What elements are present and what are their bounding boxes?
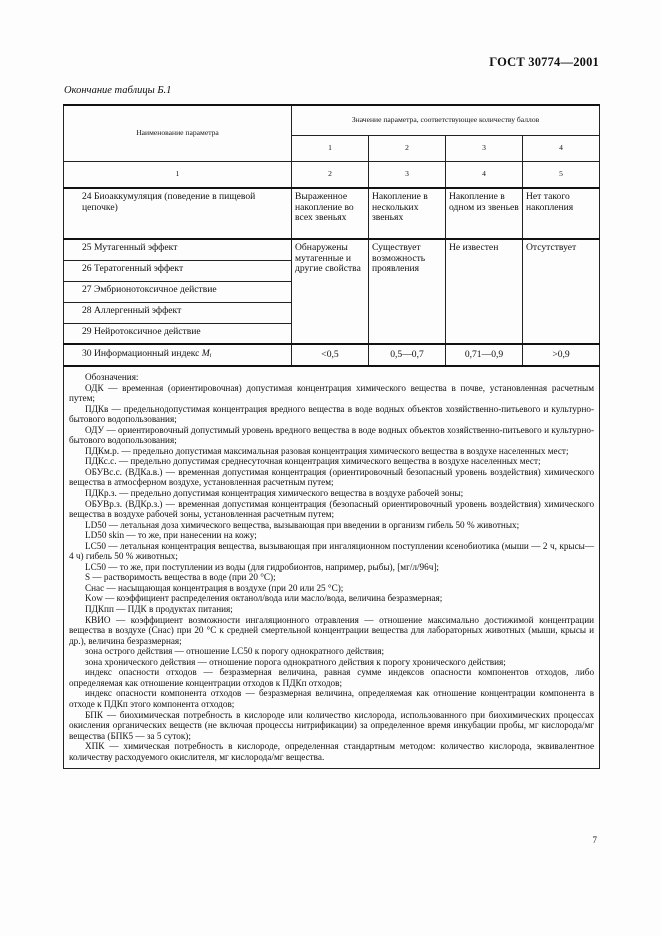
parameters-table (63, 104, 600, 769)
note-item: индекс опасности компонента отходов — безразмерная величина, определяемая как отношение концентрации компонента в отходе к ПДКп этого компонента отходов; (69, 688, 595, 709)
column-number: 3 (369, 161, 446, 188)
column-number: 4 (446, 161, 523, 188)
cell-value: Накопление в одном из звеньев (446, 188, 523, 239)
note-item: индекс опасности отходов — безразмерная величина, равная сумме индексов опасности компонентов отходов, либо определяемая как отношение концентрации отходов к ПДКп отходов; (69, 667, 595, 688)
note-item: ОБУВр.з. (ВДКр.з.) — временная допустимая концентрация (безопасный ориентировочный уровень воздействия) химического вещества в воздухе рабочей зоны, установленная расчетным путем; (69, 498, 595, 520)
column-number: 1 (64, 161, 292, 188)
note-item: Снас — насыщающая концентрация в воздухе (при 20 или 25 °С); (85, 582, 344, 593)
row-name: 26 Тератогенный эффект (64, 260, 292, 281)
note-item: ПДКв — предельнодопустимая концентрация вредного вещества в воде водных объектов хозяйственно-питьевого и культурно-бытового водопользования; (69, 403, 595, 425)
cell-value: Накопление в нескольких звеньях (369, 188, 446, 239)
row-name: 29 Нейротоксичное действие (64, 323, 292, 344)
note-item: зона хронического действия — отношение порога однократного действия к порогу хронического действия; (85, 656, 506, 667)
note-item: ПДКпп — ПДК в продуктах питания; (85, 604, 233, 615)
column-number: 2 (292, 161, 369, 188)
note-item: S — растворимость вещества в воде (при 20 °С); (85, 572, 276, 583)
note-item: зона острого действия — отношение LC50 к порогу однократного действия; (85, 646, 384, 657)
row-name: 25 Мутагенный эффект (64, 239, 292, 260)
note-item: LC50 — летальная концентрация вещества, вызывающая при ингаляционном поступлении ксенобиотика (мыши — 2 ч, крысы—4 ч) гибель 50 % животных; (69, 540, 595, 562)
cell-value: Обнаружены мутагенные и другие свойства (292, 239, 369, 344)
cell-value: Нет такого накопления (523, 188, 600, 239)
note-item: ПДКр.з. — предельно допустимая концентрация химического вещества в воздухе рабочей зоны; (85, 488, 464, 499)
cell-value: Не известен (446, 239, 523, 344)
note-item: LC50 — то же, при поступлении из воды (для гидробионтов, например, рыбы), [мг/л/96ч]; (85, 561, 439, 572)
note-item: LD50 skin — то же, при нанесении на кожу; (85, 530, 257, 541)
note-item: Kow — коэффициент распределения октанол/вода или масло/вода, величина безразмерная; (85, 593, 443, 604)
header-score: 2 (369, 135, 446, 161)
header-parameter-name: Наименование параметра (64, 105, 292, 161)
cell-value: Существует возможность проявления (369, 239, 446, 344)
note-item: ОБУВс.с. (ВДКа.в.) — временная допустимая концентрация (ориентировочный безопасный уровень воздействия) химического вещества в атмосферном воздухе, установленная расчетным путем; (69, 466, 595, 488)
index-symbol: M (201, 347, 210, 359)
column-number: 5 (523, 161, 600, 188)
cell-value: 0,71—0,9 (446, 344, 523, 366)
note-item: LD50 — летальная доза химического вещества, вызывающая при введении в организм гибель 50 % животных; (85, 519, 520, 530)
index-subscript: i (209, 352, 212, 359)
notes-block (64, 366, 600, 769)
header-score: 1 (292, 135, 369, 161)
note-item: ПДКм.р. — предельно допустимая максимальная разовая концентрация химического вещества в воздухе населенных мест; (85, 445, 569, 456)
row-name: 24 Биоаккумуляция (поведение в пищевой цепочке) (64, 188, 292, 239)
cell-value: Отсутствует (523, 239, 600, 344)
cell-value: >0,9 (523, 344, 600, 366)
standard-number: ГОСТ 30774—2001 (489, 55, 599, 69)
row-name: 28 Аллергенный эффект (64, 302, 292, 323)
notes-title: Обозначения: (85, 372, 139, 382)
header-score: 4 (523, 135, 600, 161)
cell-value: <0,5 (292, 344, 369, 366)
note-item: ПДКс.с. — предельно допустимая среднесуточная концентрация химического вещества в воздухе населенных мест; (85, 456, 541, 467)
cell-value: 0,5—0,7 (369, 344, 446, 366)
table-caption: Окончание таблицы Б.1 (64, 85, 172, 96)
row-name (64, 344, 292, 366)
note-item: ХПК — химическая потребность в кислороде, определенная стандартным методом: количество кислорода, эквивалентное количеству расходуемого окислителя, мг кислорода/мг вещества. (69, 741, 595, 762)
cell-value: Выраженное накопление во всех звеньях (292, 188, 369, 239)
note-item: ОДК — временная (ориентировочная) допустимая концентрация химического вещества в почве, установленная расчетным путем; (69, 382, 595, 404)
row-name: 27 Эмбрионотоксичное действие (64, 281, 292, 302)
note-item: КВИО — коэффициент возможности ингаляционного отравления — отношение максимально достижимой концентрации вещества в воздухе (Снас) при 20 °С к средней смертельной концентрации вещества для лабораторных животных (мыши, крысы и др.), величина безразмерная; (69, 614, 595, 646)
page-number: 7 (592, 835, 597, 845)
note-item: БПК — биохимическая потребность в кислороде или количество кислорода, использованного при биохимических процессах окисления органических веществ (не включая процессы нитрификации) за определенное время инкубации пробы, мг кислорода/мг вещества (БПК5 — за 5 суток); (69, 709, 595, 741)
header-score: 3 (446, 135, 523, 161)
note-item: ОДУ — ориентировочный допустимый уровень вредного вещества в воде водных объектов хозяйственно-питьевого и культурно-бытового водопользования; (69, 424, 595, 446)
row-name-text: 30 Информационный индекс (82, 347, 200, 359)
header-value: Значение параметра, соответствующее количеству баллов (292, 105, 600, 135)
